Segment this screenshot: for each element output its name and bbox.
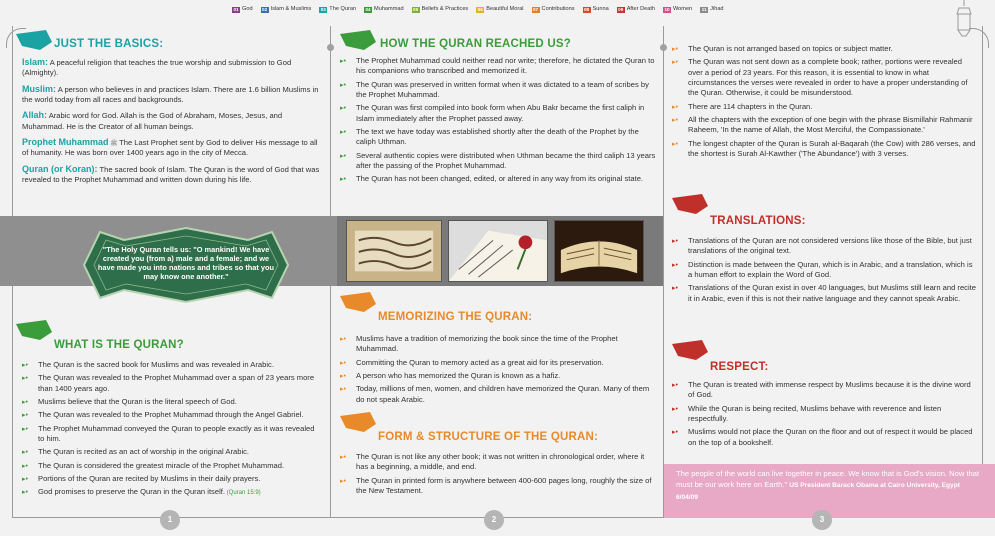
- memo-header: [340, 290, 656, 323]
- list-item-text: The Prophet Muhammad conveyed the Quran to people exactly as it was revealed to him.: [38, 423, 315, 443]
- trans-header: [672, 192, 976, 227]
- legend-label: God: [242, 6, 253, 12]
- respect-list: [672, 380, 976, 451]
- legend-chip: 06: [477, 6, 483, 12]
- bullet-arrow-icon: ▸•: [340, 359, 346, 367]
- list-item: [22, 424, 322, 445]
- list-item-text: Several authentic copies were distributed when Uthman became the third caliph 13 years after the passing of the Prophet Muhammad.: [356, 150, 656, 170]
- teal-flag-icon: [16, 30, 52, 50]
- definition: [22, 83, 324, 106]
- definition: [22, 163, 324, 186]
- legend-chip: 08: [583, 6, 590, 12]
- legend-chip: 05: [413, 6, 419, 12]
- list-item: [340, 371, 656, 381]
- legend-item: [663, 6, 692, 14]
- legend-item: [583, 6, 609, 14]
- bullet-arrow-icon: ▸•: [672, 429, 678, 437]
- list-item-text: Muslims have a tradition of memorizing the book since the time of the Prophet Muhammad.: [356, 334, 618, 354]
- bullet-arrow-icon: ▸•: [672, 285, 678, 293]
- list-item-text: Today, millions of men, women, and children have memorized the Quran. Many of them do not speak Arabic.: [356, 384, 650, 404]
- list-item: [672, 260, 976, 281]
- bullet-arrow-icon: ▸•: [22, 462, 28, 470]
- legend-item: [617, 6, 655, 14]
- bullet-arrow-icon: ▸•: [672, 140, 678, 148]
- list-item-text: Muslims believe that the Quran is the literal speech of God.: [38, 396, 237, 406]
- bullet-arrow-icon: ▸•: [340, 128, 346, 136]
- how-header: [340, 28, 656, 54]
- obama-quote-box: [664, 464, 995, 518]
- basics-header: [16, 28, 324, 54]
- quran-reference: (Quran 15:9): [224, 490, 261, 497]
- list-item: [340, 358, 656, 368]
- bullet-arrow-icon: ▸•: [340, 477, 346, 485]
- list-item-text: The Quran is not arranged based on topics or subject matter.: [688, 44, 893, 53]
- definition-text: The Last Prophet sent by God to deliver His message to all of humanity. He was born over 1400 years ago in the city of Mecca.: [22, 137, 318, 158]
- list-item-text: Muslims would not place the Quran on the floor and out of respect it would be placed on the top of a bookshelf.: [688, 427, 973, 447]
- respect-title: RESPECT:: [710, 361, 769, 373]
- form-header: [340, 410, 656, 443]
- list-item-text: The Quran is treated with immense respect by Muslims because it is the divine word of God.: [688, 380, 971, 400]
- definition: [22, 136, 324, 159]
- column-border: [982, 26, 983, 518]
- page-number: 1: [160, 510, 180, 530]
- respect-header: [672, 338, 976, 373]
- list-item-text: The Quran was not sent down as a complete book; rather, portions were revealed over a period of 23 years. For this reason, it is essential to know in what circumstances the verses were revealed in order to have a proper understanding of the Quran. Otherwise, it could be misunderstood.: [688, 57, 968, 98]
- list-item: [340, 151, 656, 172]
- column-1: [16, 20, 324, 516]
- orange-flag-icon: [340, 292, 376, 312]
- column-divider: [663, 26, 664, 518]
- bullet-arrow-icon: ▸•: [22, 412, 28, 420]
- list-item-text: The Prophet Muhammad could neither read nor write; therefore, he dictated the Quran to his companions who transcribed and memorized it.: [356, 56, 655, 76]
- red-flag-icon: [672, 194, 708, 214]
- list-item-text: The Quran in printed form is anywhere between 400-600 pages long, roughly the size of the New Testament.: [356, 475, 652, 495]
- obama-quote: The people of the world can live together in peace. We know that is God's vision. Now that must be our work here on Earth.": [676, 469, 980, 489]
- trans-list: [672, 236, 976, 307]
- bullet-arrow-icon: ▸•: [672, 116, 678, 124]
- memo-title: MEMORIZING THE QURAN:: [378, 311, 533, 323]
- list-item: [672, 236, 976, 257]
- list-item-text: The Quran has not been changed, edited, or altered in any way from its original state.: [356, 174, 644, 184]
- green-flag-icon: [340, 30, 376, 50]
- legend-label: Sunna: [592, 6, 609, 12]
- legend-item: [700, 6, 723, 14]
- list-item-text: Distinction is made between the Quran, which is in Arabic, and a translation, which is a human effort to explain the Word of God.: [688, 259, 973, 279]
- legend-chip: 10: [664, 6, 670, 12]
- legend-chip: 02: [262, 6, 268, 12]
- bullet-arrow-icon: ▸•: [22, 449, 28, 457]
- list-item: [22, 360, 322, 370]
- quran-quote: "The Holy Quran tells us: "O mankind! We have created you (from a) male and a female; and we have made you into nations and tribes so that you may know one another.": [97, 245, 275, 281]
- definition-text: A peaceful religion that teaches the true worship and submission to God (Almighty).: [22, 58, 292, 78]
- red-flag-icon: [672, 340, 708, 360]
- legend-item: [532, 6, 575, 14]
- list-item: [340, 384, 656, 405]
- bullet-arrow-icon: ▸•: [22, 489, 28, 497]
- form-list: [340, 452, 656, 499]
- definition-text: A person who believes in and practices Islam. There are 1.6 billion Muslims in the world today from all races and backgrounds.: [22, 84, 319, 104]
- list-item-text: Portions of the Quran are recited by Muslims in their daily prayers.: [38, 473, 261, 483]
- list-item: [672, 139, 976, 160]
- legend-item: [412, 6, 469, 14]
- legend-item: [261, 6, 312, 14]
- structure-continued-list: [672, 44, 976, 159]
- bullet-arrow-icon: ▸•: [340, 81, 346, 89]
- list-item-text: God promises to preserve the Quran in the Quran itself.: [38, 487, 225, 497]
- bullet-arrow-icon: ▸•: [672, 261, 678, 269]
- divider-dot: [660, 44, 667, 51]
- legend-item: [232, 6, 253, 14]
- list-item: [340, 56, 656, 77]
- list-item-text: The Quran is considered the greatest miracle of the Prophet Muhammad.: [38, 460, 285, 470]
- legend-chip: 11: [701, 6, 707, 12]
- page-number: 3: [812, 510, 832, 530]
- definition-text: The sacred book of Islam. The Quran is the word of God that was revealed to the Prophet Muhammad and written down during his life.: [22, 164, 320, 184]
- definition-term: Islam:: [22, 57, 49, 67]
- list-item: [672, 404, 976, 425]
- legend-chip: 07: [532, 6, 539, 12]
- bullet-arrow-icon: ▸•: [340, 176, 346, 184]
- legend-item: [364, 6, 404, 14]
- list-item-text: The text we have today was established shortly after the death of the Prophet by the caliph Uthman.: [356, 126, 639, 147]
- category-legend: [232, 6, 724, 14]
- bullet-arrow-icon: ▸•: [340, 336, 346, 343]
- legend-chip: 04: [365, 6, 371, 12]
- legend-label: Women: [673, 6, 693, 12]
- bullet-arrow-icon: ▸•: [672, 59, 678, 67]
- form-title: FORM & STRUCTURE OF THE QURAN:: [378, 431, 599, 443]
- divider-dot: [327, 44, 334, 51]
- basics-title: JUST THE BASICS:: [54, 38, 164, 50]
- definition-term: Muslim:: [22, 83, 57, 94]
- list-item: [672, 115, 976, 136]
- list-item-text: A person who has memorized the Quran is known as a hafiz.: [356, 370, 561, 380]
- legend-label: Muhammad: [374, 6, 404, 12]
- list-item: [340, 452, 656, 473]
- list-item-text: There are 114 chapters in the Quran.: [688, 101, 813, 111]
- legend-label: After Death: [626, 6, 655, 12]
- list-item: [22, 447, 322, 457]
- pbuh-glyph: ﷺ: [108, 140, 120, 147]
- list-item: [340, 476, 656, 497]
- list-item: [22, 410, 322, 420]
- list-item-text: The Quran is recited as an act of worship in the original Arabic.: [38, 447, 250, 457]
- what-header: [16, 318, 324, 351]
- list-item: [672, 44, 976, 54]
- bullet-arrow-icon: ▸•: [340, 152, 346, 160]
- green-flag-icon: [16, 320, 52, 340]
- definition-term: Quran (or Koran):: [22, 163, 98, 174]
- bullet-arrow-icon: ▸•: [22, 475, 28, 483]
- legend-chip: 01: [233, 6, 239, 12]
- definition: [22, 56, 324, 79]
- list-item-text: Translations of the Quran are not considered versions like those of the Bible, but just translations of the original text.: [688, 236, 972, 256]
- how-list: [340, 56, 656, 184]
- bullet-arrow-icon: ▸•: [340, 454, 346, 461]
- list-item: [22, 487, 322, 497]
- list-item-text: The Quran was revealed to the Prophet Muhammad through the Angel Gabriel.: [38, 410, 304, 420]
- bullet-arrow-icon: ▸•: [672, 238, 678, 245]
- page-number: 2: [484, 510, 504, 530]
- list-item-text: Translations of the Quran exist in over 40 languages, but Muslims still learn and recite it in Arabic, even if this is not their native language and they cannot speak Arabic.: [688, 283, 977, 303]
- legend-label: The Quran: [329, 6, 357, 12]
- list-item: [672, 102, 976, 112]
- what-list: [22, 360, 322, 500]
- list-item: [340, 334, 656, 355]
- what-title: WHAT IS THE QURAN?: [54, 339, 184, 351]
- list-item-text: The longest chapter of the Quran is Surah al-Baqarah (the Cow) with 286 verses, and the shortest is Surah Al-Kawther ('The Abundance') with 3 verses.: [688, 138, 976, 158]
- legend-item: [319, 6, 356, 14]
- legend-label: Beliefs & Practices: [421, 6, 469, 12]
- legend-label: Islam & Muslims: [270, 6, 312, 12]
- list-item: [22, 397, 322, 407]
- bullet-arrow-icon: ▸•: [672, 382, 678, 389]
- legend-chip: 09: [618, 6, 624, 12]
- obama-attribution: US President Barack Obama at Cairo University, Egypt 6/04/09: [676, 482, 960, 501]
- bullet-arrow-icon: ▸•: [22, 375, 28, 383]
- bullet-arrow-icon: ▸•: [672, 103, 678, 111]
- list-item: [22, 373, 322, 394]
- definition-text: Arabic word for God. Allah is the God of Abraham, Moses, Jesus, and Muhammad. He is the Creator of all human beings.: [22, 111, 283, 131]
- bullet-arrow-icon: ▸•: [340, 58, 346, 65]
- how-title: HOW THE QURAN REACHED US?: [380, 38, 571, 50]
- list-item: [672, 380, 976, 401]
- column-2: [340, 20, 656, 516]
- orange-flag-icon: [340, 412, 376, 432]
- list-item-text: The Quran was first compiled into book form when Abu Bakr became the first caliph in Islam immediately after the Prophet passed away.: [356, 103, 645, 123]
- list-item: [672, 57, 976, 98]
- legend-item: [476, 6, 523, 14]
- legend-label: Beautiful Moral: [486, 6, 524, 12]
- bullet-arrow-icon: ▸•: [340, 372, 346, 380]
- list-item-text: The Quran was preserved in written format when it was dictated to a team of scribes by the Prophet Muhammad.: [356, 79, 649, 99]
- list-item: [22, 461, 322, 471]
- bullet-arrow-icon: ▸•: [340, 105, 346, 113]
- list-item: [672, 283, 976, 304]
- definition: [22, 109, 324, 132]
- list-item-text: All the chapters with the exception of one begin with the phrase Bismillahir Rahmanir Raheem, 'In the name of Allah, the Most Merciful, the Compassionate.': [688, 114, 973, 135]
- column-3: [672, 20, 976, 516]
- list-item: [340, 103, 656, 124]
- legend-label: Jihad: [710, 6, 724, 12]
- bullet-arrow-icon: ▸•: [340, 386, 346, 394]
- memo-list: [340, 334, 656, 408]
- basics-definitions: [16, 56, 324, 185]
- list-item: [22, 474, 322, 484]
- trans-title: TRANSLATIONS:: [710, 215, 806, 227]
- list-item: [340, 127, 656, 148]
- bullet-arrow-icon: ▸•: [22, 398, 28, 406]
- bullet-arrow-icon: ▸•: [672, 46, 678, 53]
- legend-label: Contributions: [541, 6, 575, 12]
- legend-chip: 03: [320, 6, 326, 12]
- list-item-text: The Quran is not like any other book; it was not written in chronological order, where it has a beginning, a middle, and end.: [356, 452, 645, 472]
- list-item: [340, 80, 656, 101]
- bullet-arrow-icon: ▸•: [22, 425, 28, 433]
- list-item-text: While the Quran is being recited, Muslims behave with reverence and listen respectfully.: [688, 403, 942, 423]
- list-item-text: The Quran was revealed to the Prophet Muhammad over a span of 23 years more than 1400 years ago.: [38, 373, 315, 393]
- list-item-text: Committing the Quran to memory acted as a great aid for its preservation.: [356, 357, 604, 367]
- bullet-arrow-icon: ▸•: [672, 405, 678, 413]
- definition-term: Prophet Muhammad: [22, 136, 109, 147]
- list-item-text: The Quran is the sacred book for Muslims and was revealed in Arabic.: [38, 360, 274, 369]
- list-item: [672, 427, 976, 448]
- list-item: [340, 174, 656, 184]
- definition-term: Allah:: [22, 110, 48, 121]
- bullet-arrow-icon: ▸•: [22, 362, 28, 369]
